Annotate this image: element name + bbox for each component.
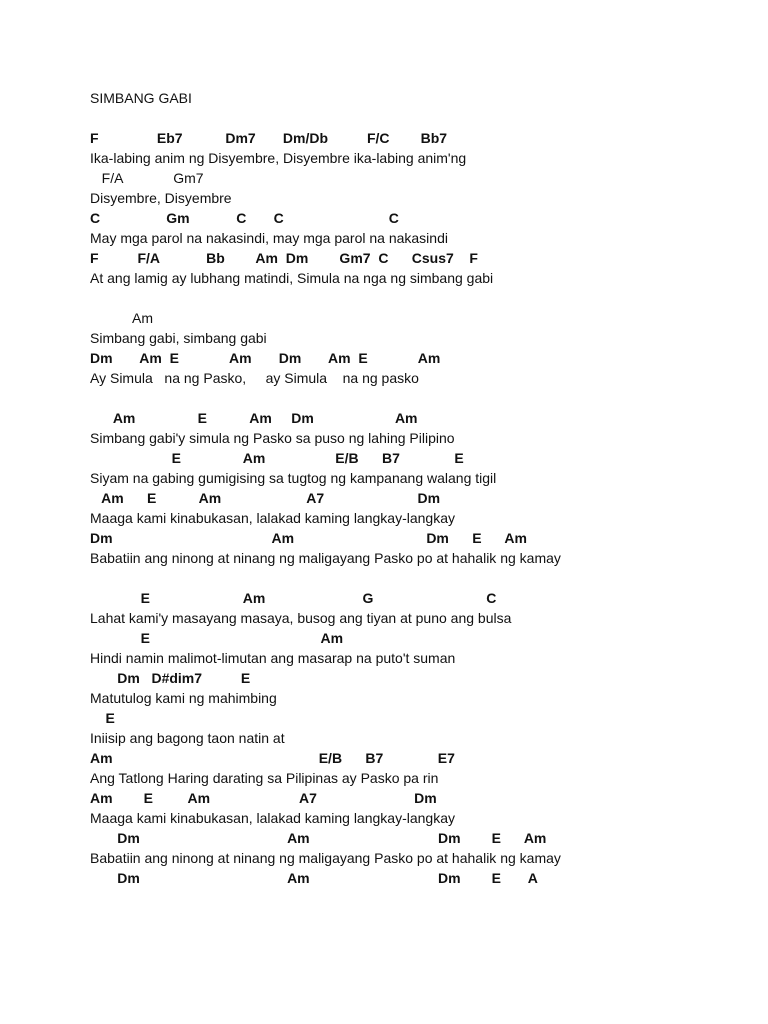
lyric-line: Babatiin ang ninong at ninang ng maligayang Pasko po at hahalik ng kamay [90, 550, 561, 566]
chord-line: Dm D#dim7 E [90, 670, 251, 686]
chord-line: Dm Am Dm E A [90, 870, 538, 886]
lyric-line: Simbang gabi'y simula ng Pasko sa puso ng lahing Pilipino [90, 430, 455, 446]
lyric-line: At ang lamig ay lubhang matindi, Simula na nga ng simbang gabi [90, 270, 494, 286]
chord-line: E [90, 710, 115, 726]
chord-line: Am E Am A7 Dm [90, 490, 441, 506]
lyric-line: Ika-labing anim ng Disyembre, Disyembre ika-labing anim'ng [90, 150, 467, 166]
lyric-line: Hindi namin malimot-limutan ang masarap na puto't suman [90, 650, 456, 666]
chord-line: Am E/B B7 E7 [90, 750, 455, 766]
lyric-line: Maaga kami kinabukasan, lalakad kaming langkay-langkay [90, 510, 455, 526]
lyric-line: Siyam na gabing gumigising sa tugtog ng kampanang walang tigil [90, 470, 497, 486]
lyric-line: Disyembre, Disyembre [90, 190, 232, 206]
chord-line: C Gm C C C [90, 210, 399, 226]
lyric-line: Matutulog kami ng mahimbing [90, 690, 277, 706]
chord-line: Am [90, 310, 154, 326]
lyric-line: Simbang gabi, simbang gabi [90, 330, 267, 346]
chord-line: E Am G C [90, 590, 497, 606]
chord-line: Dm Am Dm E Am [90, 530, 527, 546]
lyric-line: Iniisip ang bagong taon natin at [90, 730, 285, 746]
lyric-line: Ay Simula na ng Pasko, ay Simula na ng pasko [90, 370, 419, 386]
chord-line: Dm Am Dm E Am [90, 830, 547, 846]
chord-line: E Am [90, 630, 344, 646]
lyric-line: Maaga kami kinabukasan, lalakad kaming langkay-langkay [90, 810, 455, 826]
chord-line: Dm Am E Am Dm Am E Am [90, 350, 441, 366]
chord-line: E Am E/B B7 E [90, 450, 464, 466]
lyric-line: May mga parol na nakasindi, may mga parol na nakasindi [90, 230, 448, 246]
chord-line: F/A Gm7 [90, 170, 204, 186]
chord-line: F F/A Bb Am Dm Gm7 C Csus7 F [90, 250, 478, 266]
song-title: SIMBANG GABI [90, 90, 192, 106]
chord-line: Am E Am A7 Dm [90, 790, 437, 806]
lyric-line: Ang Tatlong Haring darating sa Pilipinas ay Pasko pa rin [90, 770, 439, 786]
lyric-line: Lahat kami'y masayang masaya, busog ang tiyan at puno ang bulsa [90, 610, 512, 626]
chord-line: Am E Am Dm Am [90, 410, 418, 426]
lyric-line: Babatiin ang ninong at ninang ng maligayang Pasko po at hahalik ng kamay [90, 850, 561, 866]
chord-line: F Eb7 Dm7 Dm/Db F/C Bb7 [90, 130, 448, 146]
